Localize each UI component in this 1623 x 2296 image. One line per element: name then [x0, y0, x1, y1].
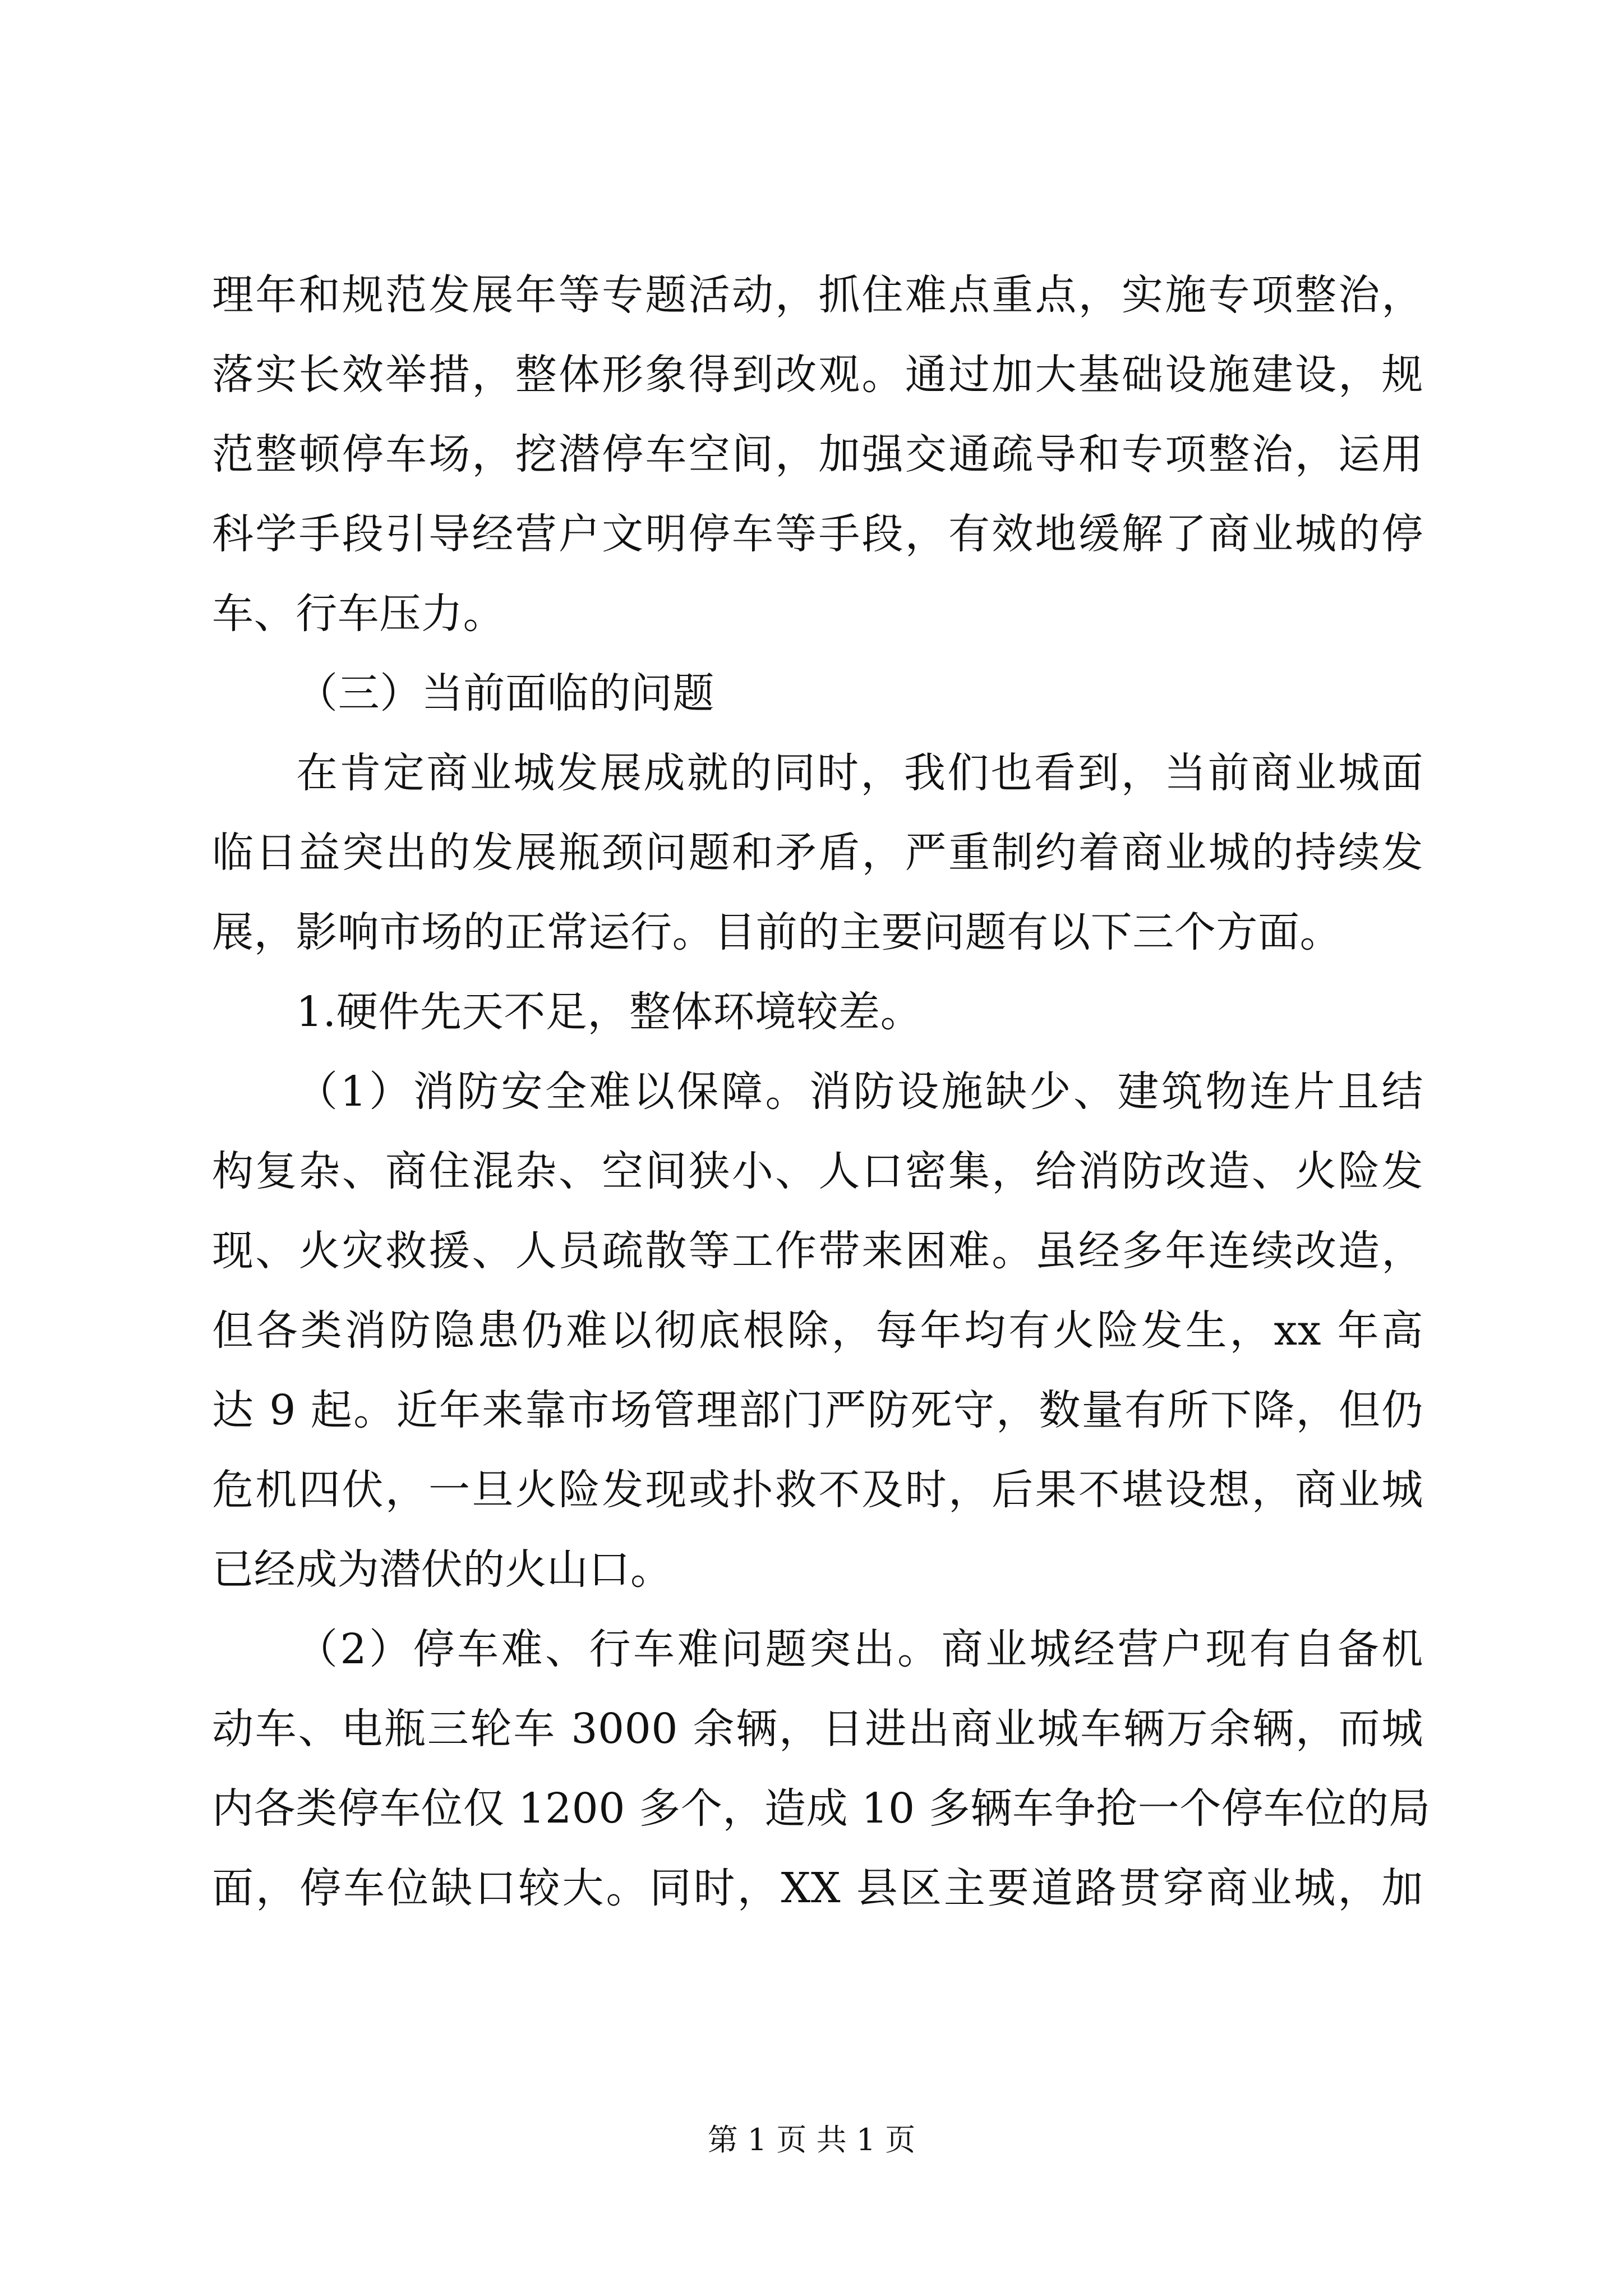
text-line: 构复杂、商住混杂、空间狭小、人口密集，给消防改造、火险发 — [212, 1147, 1423, 1195]
text-line: 现、火灾救援、人员疏散等工作带来困难。虽经多年连续改造， — [212, 1227, 1423, 1275]
subsection-heading: 1.硬件先天不足，整体环境较差。 — [296, 988, 923, 1036]
text-line: 达 9 起。近年来靠市场管理部门严防死守，数量有所下降，但仍 — [212, 1386, 1423, 1434]
text-line: 理年和规范发展年等专题活动，抓住难点重点，实施专项整治， — [212, 271, 1423, 319]
paragraph-first-line: （2）停车难、行车难问题突出。商业城经营户现有自备机 — [296, 1625, 1423, 1673]
text-line: 科学手段引导经营户文明停车等手段，有效地缓解了商业城的停 — [212, 510, 1423, 558]
page-number-footer: 第 1 页 共 1 页 — [707, 2122, 916, 2157]
document-body — [212, 255, 1431, 1928]
text-line: 内各类停车位仅 1200 多个，造成 10 多辆车争抢一个停车位的局 — [212, 1784, 1431, 1833]
section-heading: （三）当前面临的问题 — [296, 669, 714, 717]
text-line: 落实长效举措，整体形象得到改观。通过加大基础设施建设，规 — [212, 351, 1423, 399]
text-line: 动车、电瓶三轮车 3000 余辆，日进出商业城车辆万余辆，而城 — [212, 1705, 1423, 1753]
text-line: 车、行车压力。 — [212, 590, 505, 638]
text-line: 展，影响市场的正常运行。目前的主要问题有以下三个方面。 — [212, 908, 1342, 956]
text-line: 范整顿停车场，挖潜停车空间，加强交通疏导和专项整治，运用 — [212, 430, 1423, 478]
text-line: 危机四伏，一旦火险发现或扑救不及时，后果不堪设想，商业城 — [212, 1466, 1423, 1514]
text-line: 但各类消防隐患仍难以彻底根除，每年均有火险发生，xx 年高 — [212, 1306, 1423, 1355]
text-line: 面，停车位缺口较大。同时，XX 县区主要道路贯穿商业城，加 — [212, 1864, 1423, 1912]
text-line: 已经成为潜伏的火山口。 — [212, 1545, 672, 1594]
text-line: 临日益突出的发展瓶颈问题和矛盾，严重制约着商业城的持续发 — [212, 829, 1423, 877]
paragraph-first-line: （1）消防安全难以保障。消防设施缺少、建筑物连片且结 — [296, 1068, 1423, 1116]
paragraph-first-line: 在肯定商业城发展成就的同时，我们也看到，当前商业城面 — [296, 749, 1423, 797]
